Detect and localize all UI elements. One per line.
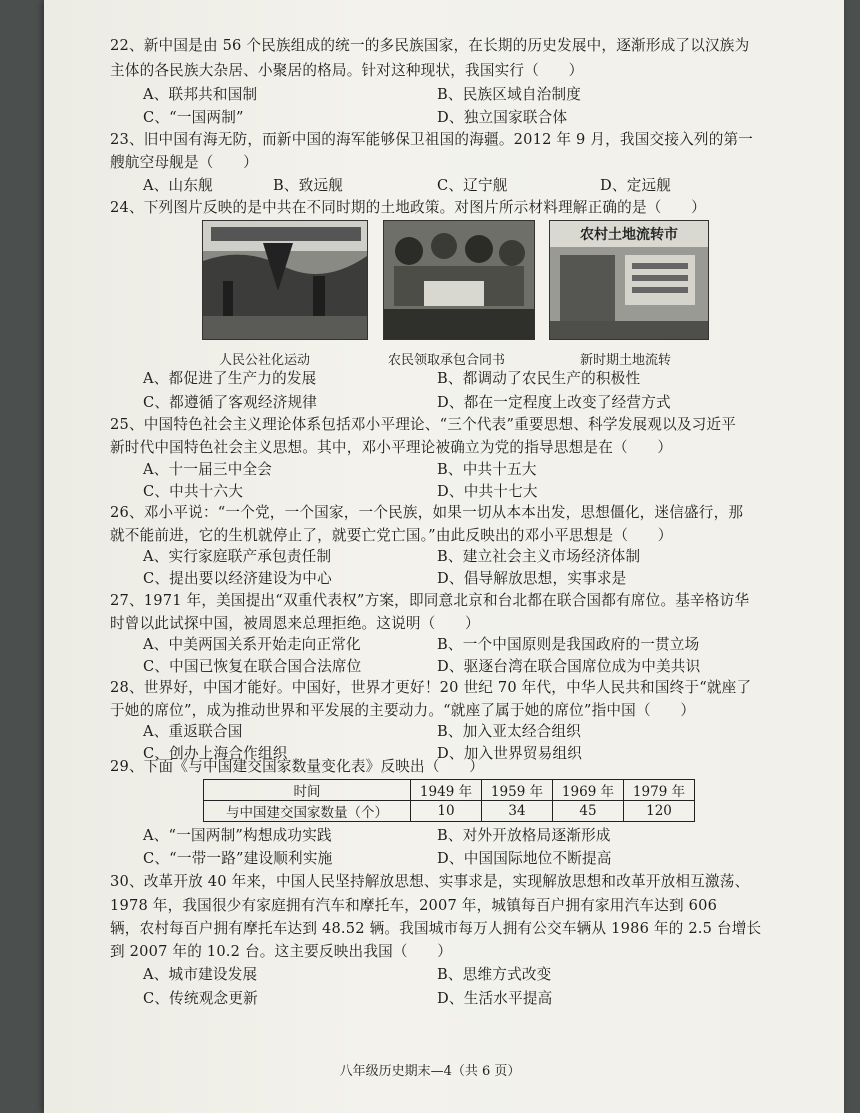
photo-caption-2: 农民领取承包合同书 xyxy=(388,353,506,368)
page-footer: 八年级历史期末—4（共 6 页） xyxy=(339,1064,521,1079)
q30-stem-line1: 30、改革开放 40 年来，中国人民坚持解放思想、实事求是，实现解放思想和改革开放相互激荡、 xyxy=(110,873,750,890)
q30-option-c: C、传统观念更新 xyxy=(143,990,258,1007)
q22-option-c: C、“一国两制” xyxy=(143,109,244,126)
table-year-2: 1959 年 xyxy=(482,780,553,801)
land-transfer-market-photo xyxy=(549,220,709,340)
q26-option-a: A、实行家庭联产承包责任制 xyxy=(143,548,332,565)
table-value-4: 120 xyxy=(624,801,695,822)
q29-stem: 29、下面《与中国建交国家数量变化表》反映出（ ） xyxy=(110,758,485,775)
q23-stem-line1: 23、旧中国有海无防，而新中国的海军能够保卫祖国的海疆。2012 年 9 月，我国交接入列的第一 xyxy=(110,131,754,148)
table-value-3: 45 xyxy=(553,801,624,822)
q23-option-c: C、辽宁舰 xyxy=(437,177,508,194)
q28-option-a: A、重返联合国 xyxy=(143,723,243,740)
q25-option-d: D、中共十七大 xyxy=(437,483,538,500)
q23-stem-line2: 艘航空母舰是（ ） xyxy=(110,154,258,171)
q27-option-b: B、一个中国原则是我国政府的一贯立场 xyxy=(437,636,700,653)
land-contract-photo xyxy=(383,220,535,340)
diplomatic-relations-table xyxy=(203,779,695,822)
q29-option-c: C、“一带一路”建设顺利实施 xyxy=(143,850,333,867)
table-data-row xyxy=(204,801,695,822)
q24-photo-strip xyxy=(200,220,708,338)
commune-movement-photo xyxy=(202,220,368,340)
table-header-label: 时间 xyxy=(204,780,411,801)
table-value-1: 10 xyxy=(411,801,482,822)
q24-option-c: C、都遵循了客观经济规律 xyxy=(143,394,318,411)
q28-option-b: B、加入亚太经合组织 xyxy=(437,723,582,740)
q27-stem-line1: 27、1971 年，美国提出“双重代表权”方案，即同意北京和台北都在联合国都有席位。基辛格访华 xyxy=(110,592,750,609)
q28-stem-line2: 于她的席位”，成为推动世界和平发展的主要动力。“就座了属于她的席位”指中国（ ） xyxy=(110,702,696,719)
q24-option-a: A、都促进了生产力的发展 xyxy=(143,370,317,387)
q22-option-b: B、民族区域自治制度 xyxy=(437,86,582,103)
q29-option-d: D、中国国际地位不断提高 xyxy=(437,850,612,867)
q30-option-a: A、城市建设发展 xyxy=(143,966,258,983)
q24-option-b: B、都调动了农民生产的积极性 xyxy=(437,370,641,387)
q28-option-d: D、加入世界贸易组织 xyxy=(437,745,583,762)
q25-stem-line2: 新时代中国特色社会主义思想。其中，邓小平理论被确立为党的指导思想是在（ ） xyxy=(110,439,673,456)
q29-option-a: A、“一国两制”构想成功实践 xyxy=(143,827,332,844)
q27-option-c: C、中国已恢复在联合国合法席位 xyxy=(143,658,362,675)
q27-option-d: D、驱逐台湾在联合国席位成为中美共识 xyxy=(437,658,701,675)
q22-option-d: D、独立国家联合体 xyxy=(437,109,568,126)
q23-option-a: A、山东舰 xyxy=(143,177,213,194)
q25-option-a: A、十一届三中全会 xyxy=(143,461,273,478)
table-year-4: 1979 年 xyxy=(624,780,695,801)
q25-option-b: B、中共十五大 xyxy=(437,461,537,478)
photo-caption-1: 人民公社化运动 xyxy=(219,353,311,368)
table-row-label: 与中国建交国家数量（个） xyxy=(204,801,411,822)
q30-option-b: B、思维方式改变 xyxy=(437,966,552,983)
q30-stem-line3: 辆，农村每百户拥有摩托车达到 48.52 辆。我国城市每万人拥有公交车辆从 1986 年的 2.5 台增长 xyxy=(110,920,762,937)
q22-option-a: A、联邦共和国制 xyxy=(143,86,258,103)
q22-stem-line1: 22、新中国是由 56 个民族组成的统一的多民族国家，在长期的历史发展中，逐渐形成了以汉族为 xyxy=(110,37,750,54)
q26-stem-line2: 就不能前进，它的生机就停止了，就要亡党亡国。”由此反映出的邓小平思想是（ ） xyxy=(110,527,673,544)
q30-option-d: D、生活水平提高 xyxy=(437,990,553,1007)
q30-stem-line4: 到 2007 年的 10.2 台。这主要反映出我国（ ） xyxy=(110,943,453,960)
q23-option-d: D、定远舰 xyxy=(600,177,672,194)
q26-stem-line1: 26、邓小平说：“一个党，一个国家，一个民族，如果一切从本本出发，思想僵化，迷信盛行，那 xyxy=(110,504,744,521)
table-header-row xyxy=(204,780,695,801)
q23-option-b: B、致远舰 xyxy=(273,177,344,194)
photo-caption-3: 新时期土地流转 xyxy=(580,353,672,368)
q24-option-d: D、都在一定程度上改变了经营方式 xyxy=(437,394,671,411)
table-year-1: 1949 年 xyxy=(411,780,482,801)
q30-stem-line2: 1978 年，我国很少有家庭拥有汽车和摩托车，2007 年，城镇每百户拥有家用汽车达到 606 xyxy=(110,897,718,914)
q28-option-c: C、创办上海合作组织 xyxy=(143,745,288,762)
table-value-2: 34 xyxy=(482,801,553,822)
q24-stem: 24、下列图片反映的是中共在不同时期的土地政策。对图片所示材料理解正确的是（ ） xyxy=(110,199,706,216)
land-transfer-sign-text: 农村土地流转市 xyxy=(580,227,678,243)
q28-stem-line1: 28、世界好，中国才能好。中国好，世界才更好！20 世纪 70 年代，中华人民共和国终于“就座了 xyxy=(110,679,752,696)
table-year-3: 1969 年 xyxy=(553,780,624,801)
q26-option-d: D、倡导解放思想，实事求是 xyxy=(437,570,627,587)
q26-option-b: B、建立社会主义市场经济体制 xyxy=(437,548,641,565)
q27-stem-line2: 时曾以此试探中国，被周恩来总理拒绝。这说明（ ） xyxy=(110,615,480,632)
q25-stem-line1: 25、中国特色社会主义理论体系包括邓小平理论、“三个代表”重要思想、科学发展观以及习近平 xyxy=(110,416,737,433)
q27-option-a: A、中美两国关系开始走向正常化 xyxy=(143,636,361,653)
q26-option-c: C、提出要以经济建设为中心 xyxy=(143,570,332,587)
q25-option-c: C、中共十六大 xyxy=(143,483,244,500)
q22-stem-line2: 主体的各民族大杂居、小聚居的格局。针对这种现状，我国实行（ ） xyxy=(110,62,584,79)
q29-option-b: B、对外开放格局逐渐形成 xyxy=(437,827,611,844)
